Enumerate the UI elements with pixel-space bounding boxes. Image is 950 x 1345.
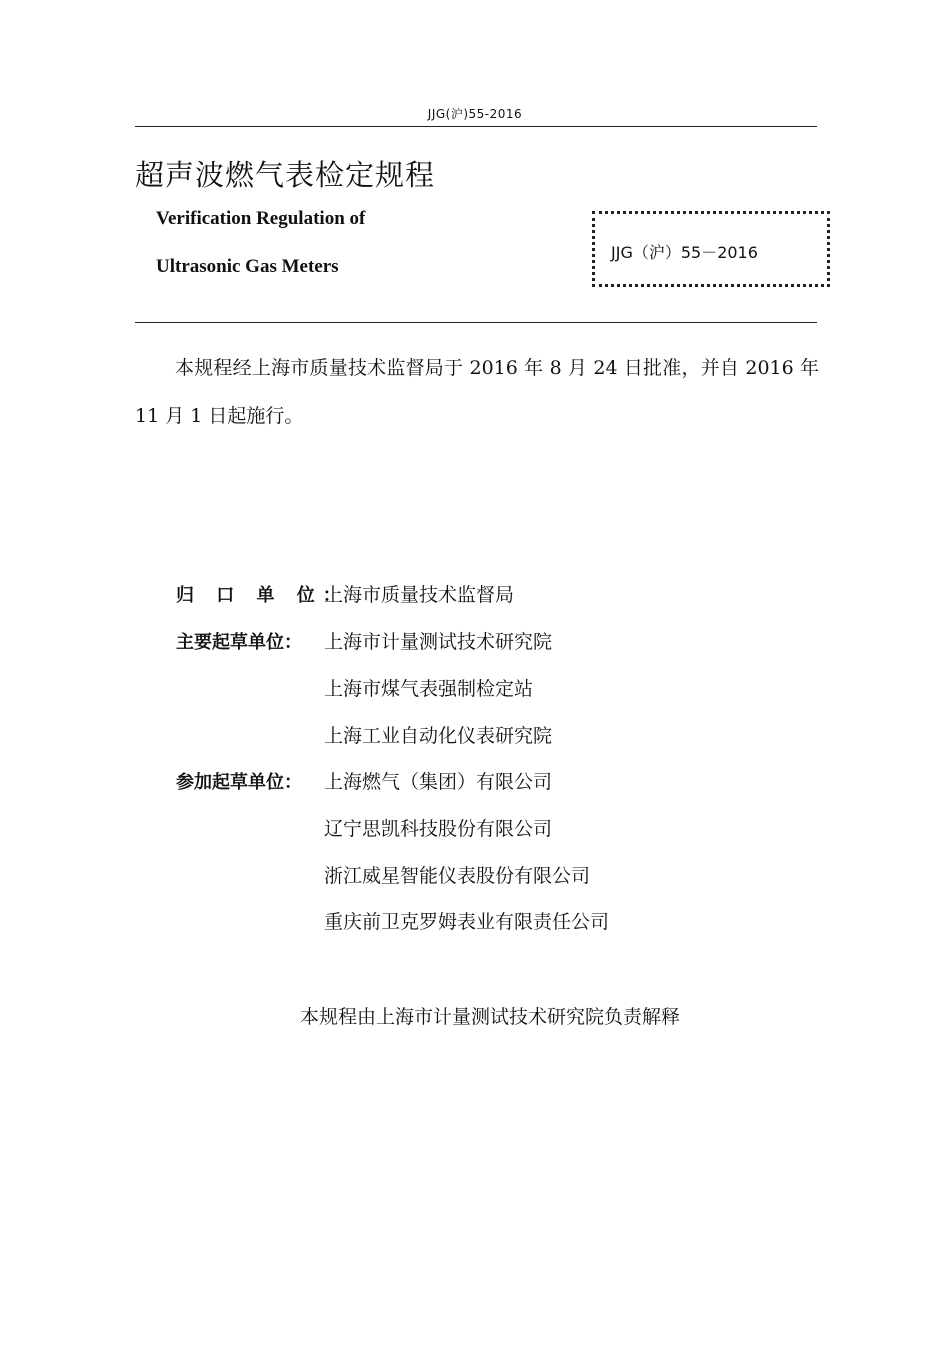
- unit-value-participating-3: 浙江威星智能仪表股份有限公司: [324, 865, 591, 887]
- standard-code-box: [592, 211, 830, 287]
- unit-value-participating-2: 辽宁思凯科技股份有限公司: [324, 818, 553, 840]
- unit-label-main-drafting: 主要起草单位：: [176, 632, 302, 653]
- unit-value-main-drafting-1: 上海市计量测试技术研究院: [324, 631, 553, 653]
- approval-paragraph: 本规程经上海市质量技术监督局于 2016 年 8 月 24 日批准，并自 2016 年 11 月 1 日起施行。: [135, 357, 819, 427]
- unit-row-participating: [176, 767, 552, 797]
- document-title-english-line1: Verification Regulation of: [156, 208, 366, 229]
- unit-row-administrative: [176, 580, 514, 610]
- unit-row-main-drafting-2: [176, 674, 533, 704]
- unit-value-participating-4: 重庆前卫克罗姆表业有限责任公司: [324, 911, 610, 933]
- unit-row-participating-2: [176, 814, 552, 844]
- unit-label-administrative: 归 口 单 位：: [176, 585, 349, 606]
- interpretation-note: 本规程由上海市计量测试技术研究院负责解释: [299, 1006, 680, 1028]
- standard-code-text: JJG（沪）55－2016: [611, 243, 758, 262]
- unit-value-main-drafting-2: 上海市煤气表强制检定站: [324, 678, 534, 700]
- unit-value-participating-1: 上海燃气（集团）有限公司: [324, 771, 553, 793]
- page-header-code: JJG(沪)55-2016: [427, 107, 523, 121]
- header-rule: [135, 126, 817, 127]
- unit-value-main-drafting-3: 上海工业自动化仪表研究院: [324, 725, 553, 747]
- unit-row-participating-4: [176, 907, 609, 937]
- unit-value-administrative: 上海市质量技术监督局: [324, 584, 515, 606]
- document-title-english-line2: Ultrasonic Gas Meters: [156, 256, 339, 277]
- unit-row-main-drafting: [176, 627, 552, 657]
- unit-label-participating: 参加起草单位：: [176, 772, 302, 793]
- unit-row-main-drafting-3: [176, 721, 552, 751]
- document-title-chinese: 超声波燃气表检定规程: [135, 158, 436, 192]
- title-divider-rule: [135, 322, 817, 323]
- unit-row-participating-3: [176, 861, 590, 891]
